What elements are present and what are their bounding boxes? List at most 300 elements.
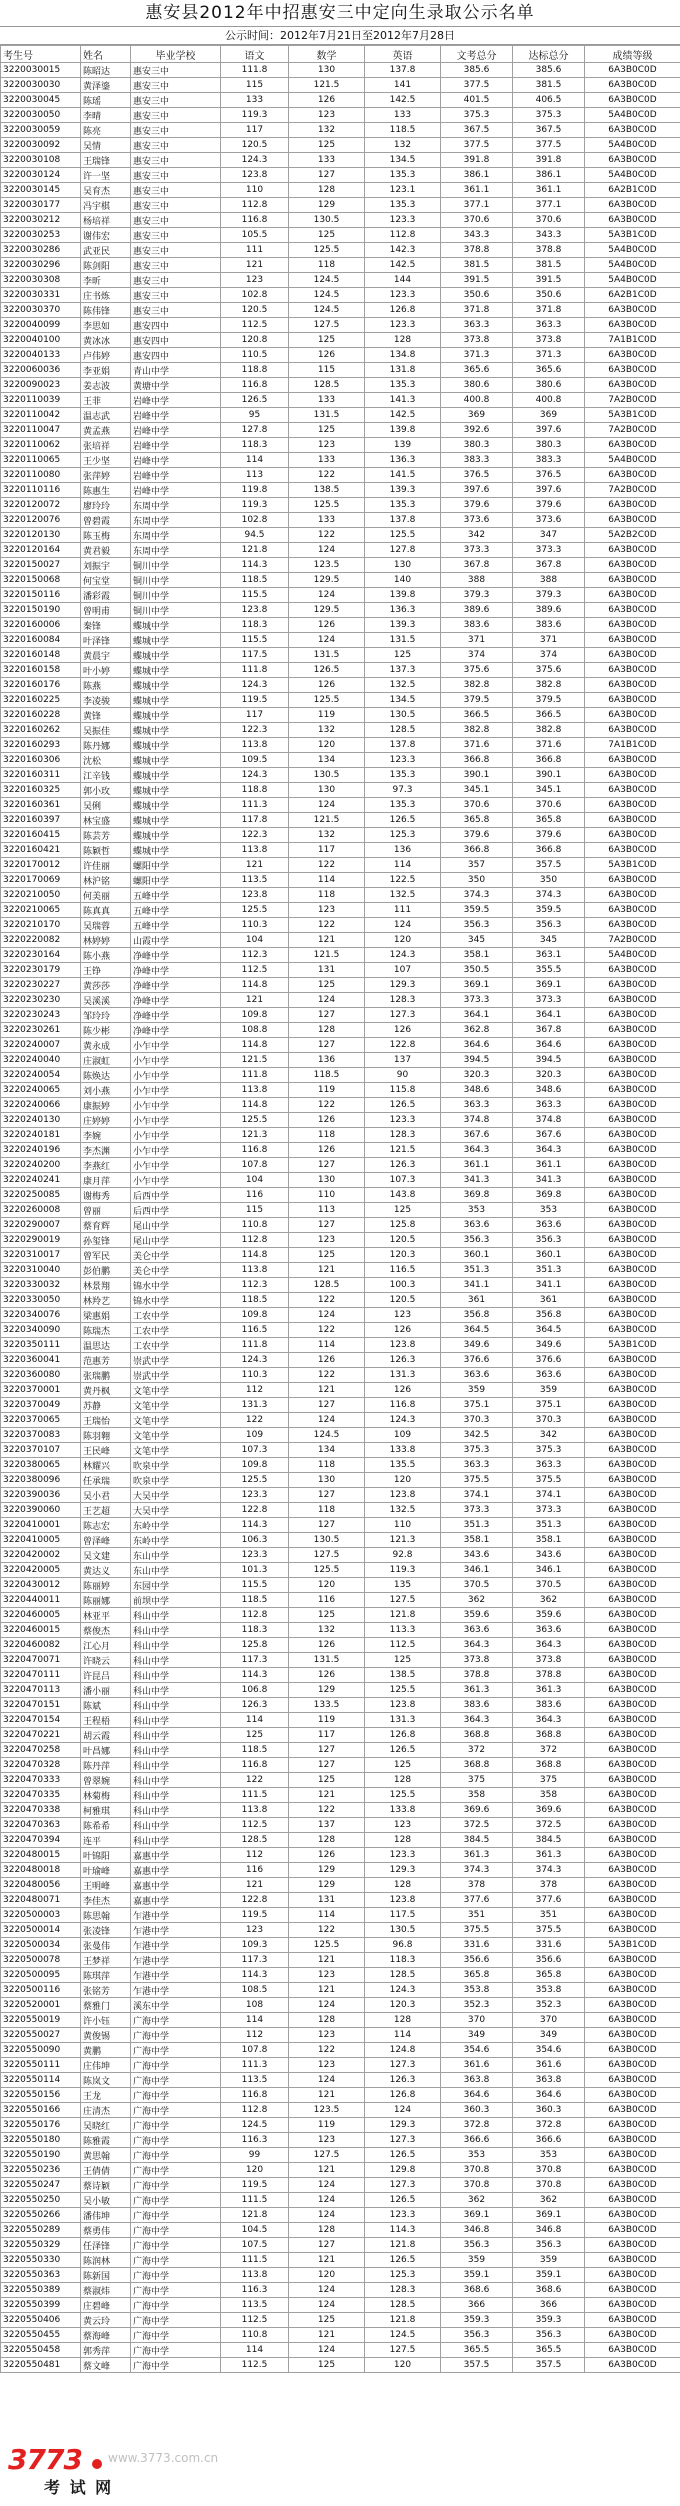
school-cell: 文笔中学 [131, 1428, 221, 1443]
grade-cell: 6A3B0C0D [585, 1698, 680, 1713]
grade-cell: 6A3B0C0D [585, 1143, 680, 1158]
math-cell: 125.5 [289, 498, 365, 513]
math-cell: 132 [289, 1623, 365, 1638]
math-cell: 138.5 [289, 483, 365, 498]
qualified-total-cell: 364.5 [513, 1323, 585, 1338]
english-cell: 116.8 [365, 1398, 441, 1413]
math-cell: 121 [289, 2328, 365, 2343]
chinese-cell: 118.5 [221, 573, 289, 588]
name-cell: 陈新国 [81, 2268, 131, 2283]
school-cell: 惠安三中 [131, 78, 221, 93]
total-cell: 369.1 [441, 978, 513, 993]
exam-id-cell: 3220480018 [1, 1863, 81, 1878]
exam-id-cell: 3220390060 [1, 1503, 81, 1518]
grade-cell: 6A3B0C0D [585, 1593, 680, 1608]
total-cell: 370.6 [441, 213, 513, 228]
chinese-cell: 123.8 [221, 603, 289, 618]
name-cell: 曾明甫 [81, 603, 131, 618]
name-cell: 林亚平 [81, 1608, 131, 1623]
school-cell: 科山中学 [131, 1698, 221, 1713]
chinese-cell: 116 [221, 1188, 289, 1203]
qualified-total-cell: 354.6 [513, 2043, 585, 2058]
table-row [1, 1293, 680, 1308]
name-cell: 黄莎莎 [81, 978, 131, 993]
table-row [1, 1068, 680, 1083]
table-row [1, 888, 680, 903]
english-cell: 139.8 [365, 423, 441, 438]
english-cell: 129.3 [365, 1863, 441, 1878]
math-cell: 123.5 [289, 2103, 365, 2118]
exam-id-cell: 3220500095 [1, 1968, 81, 1983]
school-cell: 广海中学 [131, 2343, 221, 2358]
total-cell: 371 [441, 633, 513, 648]
total-cell: 382.8 [441, 723, 513, 738]
school-cell: 惠安三中 [131, 138, 221, 153]
school-cell: 东岭中学 [131, 1518, 221, 1533]
name-cell: 吴文建 [81, 1548, 131, 1563]
total-cell: 391.5 [441, 273, 513, 288]
name-cell: 李杰渊 [81, 1143, 131, 1158]
name-cell: 吴育杰 [81, 183, 131, 198]
school-cell: 蝶城中学 [131, 618, 221, 633]
name-cell: 陈羽翱 [81, 1428, 131, 1443]
qualified-total-cell: 382.8 [513, 723, 585, 738]
total-cell: 370 [441, 2013, 513, 2028]
school-cell: 惠安三中 [131, 228, 221, 243]
chinese-cell: 106.3 [221, 1533, 289, 1548]
grade-cell: 6A3B0C0D [585, 1548, 680, 1563]
english-cell: 127.3 [365, 1008, 441, 1023]
name-cell: 黄泽鎏 [81, 78, 131, 93]
qualified-total-cell: 391.8 [513, 153, 585, 168]
qualified-total-cell: 372.8 [513, 2118, 585, 2133]
grade-cell: 6A2B1C0D [585, 288, 680, 303]
math-cell: 126 [289, 1638, 365, 1653]
table-row [1, 2148, 680, 2163]
name-cell: 庄清杰 [81, 2103, 131, 2118]
name-cell: 张培祥 [81, 438, 131, 453]
math-cell: 128 [289, 2013, 365, 2028]
grade-cell: 6A3B0C0D [585, 543, 680, 558]
header-row [1, 46, 680, 63]
exam-id-cell: 3220420005 [1, 1563, 81, 1578]
publicity-period: 公示时间：2012年7月21日至2012年7月28日 [0, 27, 680, 45]
table-row [1, 1098, 680, 1113]
chinese-cell: 114.8 [221, 1098, 289, 1113]
total-cell: 401.5 [441, 93, 513, 108]
total-cell: 367.5 [441, 123, 513, 138]
qualified-total-cell: 367.8 [513, 558, 585, 573]
exam-id-cell: 3220550247 [1, 2178, 81, 2193]
total-cell: 373.8 [441, 333, 513, 348]
table-row [1, 1623, 680, 1638]
total-cell: 376.6 [441, 1353, 513, 1368]
total-cell: 372 [441, 1743, 513, 1758]
exam-id-cell: 3220470221 [1, 1728, 81, 1743]
name-cell: 王梦祥 [81, 1953, 131, 1968]
chinese-cell: 112.8 [221, 2103, 289, 2118]
school-cell: 文笔中学 [131, 1383, 221, 1398]
qualified-total-cell: 378.8 [513, 1668, 585, 1683]
qualified-total-cell: 350.6 [513, 288, 585, 303]
exam-id-cell: 3220470154 [1, 1713, 81, 1728]
school-cell: 嘉惠中学 [131, 1878, 221, 1893]
exam-id-cell: 3220470363 [1, 1818, 81, 1833]
qualified-total-cell: 378.8 [513, 243, 585, 258]
name-cell: 陈雅霞 [81, 2133, 131, 2148]
name-cell: 卢伟婷 [81, 348, 131, 363]
qualified-total-cell: 406.5 [513, 93, 585, 108]
math-cell: 127 [289, 1218, 365, 1233]
qualified-total-cell: 366.5 [513, 708, 585, 723]
qualified-total-cell: 373.8 [513, 333, 585, 348]
table-row [1, 738, 680, 753]
math-cell: 115 [289, 363, 365, 378]
exam-id-cell: 3220470338 [1, 1803, 81, 1818]
qualified-total-cell: 377.1 [513, 198, 585, 213]
qualified-total-cell: 371.3 [513, 348, 585, 363]
qualified-total-cell: 375.5 [513, 1923, 585, 1938]
exam-id-cell: 3220550019 [1, 2013, 81, 2028]
math-cell: 110 [289, 1188, 365, 1203]
math-cell: 131.5 [289, 1653, 365, 1668]
total-cell: 356.6 [441, 1953, 513, 1968]
total-cell: 380.3 [441, 438, 513, 453]
total-cell: 356.3 [441, 918, 513, 933]
school-cell: 嘉惠中学 [131, 1848, 221, 1863]
name-cell: 林羚艺 [81, 1293, 131, 1308]
exam-id-cell: 3220120130 [1, 528, 81, 543]
exam-id-cell: 3220230179 [1, 963, 81, 978]
name-cell: 蔡育辉 [81, 1218, 131, 1233]
total-cell: 362 [441, 1593, 513, 1608]
school-cell: 广海中学 [131, 2283, 221, 2298]
exam-id-cell: 3220230164 [1, 948, 81, 963]
exam-id-cell: 3220110065 [1, 453, 81, 468]
math-cell: 130.5 [289, 213, 365, 228]
name-cell: 曾碧霞 [81, 513, 131, 528]
table-row [1, 693, 680, 708]
name-cell: 张曼伟 [81, 1938, 131, 1953]
table-row [1, 1398, 680, 1413]
grade-cell: 6A3B0C0D [585, 828, 680, 843]
chinese-cell: 121.8 [221, 2208, 289, 2223]
math-cell: 124 [289, 1308, 365, 1323]
table-row [1, 933, 680, 948]
chinese-cell: 109.8 [221, 1458, 289, 1473]
name-cell: 张萍婷 [81, 468, 131, 483]
name-cell: 陈焕达 [81, 1068, 131, 1083]
total-cell: 380.6 [441, 378, 513, 393]
exam-id-cell: 3220500116 [1, 1983, 81, 1998]
qualified-total-cell: 373.8 [513, 1653, 585, 1668]
english-cell: 126.3 [365, 2073, 441, 2088]
table-row [1, 978, 680, 993]
name-cell: 王瑞锋 [81, 153, 131, 168]
table-row [1, 78, 680, 93]
exam-id-cell: 3220230261 [1, 1023, 81, 1038]
table-row [1, 1668, 680, 1683]
table-row [1, 1998, 680, 2013]
math-cell: 130.5 [289, 1533, 365, 1548]
chinese-cell: 117 [221, 123, 289, 138]
english-cell: 123.8 [365, 1338, 441, 1353]
exam-id-cell: 3220470394 [1, 1833, 81, 1848]
exam-id-cell: 3220060036 [1, 363, 81, 378]
school-cell: 蝶城中学 [131, 633, 221, 648]
exam-id-cell: 3220460005 [1, 1608, 81, 1623]
table-row [1, 288, 680, 303]
name-cell: 李亚娟 [81, 363, 131, 378]
chinese-cell: 119.8 [221, 483, 289, 498]
english-cell: 126.5 [365, 1098, 441, 1113]
exam-id-cell: 3220110039 [1, 393, 81, 408]
total-cell: 366.6 [441, 2133, 513, 2148]
name-cell: 叶锦阳 [81, 1848, 131, 1863]
total-cell: 373.6 [441, 513, 513, 528]
math-cell: 121 [289, 1383, 365, 1398]
qualified-total-cell: 345.1 [513, 783, 585, 798]
total-cell: 367.6 [441, 1128, 513, 1143]
exam-id-cell: 3220110062 [1, 438, 81, 453]
table-row [1, 1188, 680, 1203]
total-cell: 360.3 [441, 2103, 513, 2118]
english-cell: 123.3 [365, 753, 441, 768]
exam-id-cell: 3220160306 [1, 753, 81, 768]
total-cell: 374 [441, 648, 513, 663]
total-cell: 378.8 [441, 1668, 513, 1683]
grade-cell: 6A3B0C0D [585, 1953, 680, 1968]
table-row [1, 2328, 680, 2343]
grade-cell: 6A3B0C0D [585, 753, 680, 768]
qualified-total-cell: 374 [513, 648, 585, 663]
chinese-cell: 123.8 [221, 168, 289, 183]
exam-id-cell: 3220550389 [1, 2283, 81, 2298]
table-row [1, 168, 680, 183]
exam-id-cell: 3220500034 [1, 1938, 81, 1953]
exam-id-cell: 3220160148 [1, 648, 81, 663]
math-cell: 124.5 [289, 1428, 365, 1443]
chinese-cell: 123 [221, 273, 289, 288]
grade-cell: 5A3B1C0D [585, 408, 680, 423]
total-cell: 343.3 [441, 228, 513, 243]
math-cell: 134 [289, 753, 365, 768]
math-cell: 129 [289, 1683, 365, 1698]
chinese-cell: 112.5 [221, 318, 289, 333]
name-cell: 郭秀萍 [81, 2343, 131, 2358]
chinese-cell: 124.3 [221, 153, 289, 168]
exam-id-cell: 3220350111 [1, 1338, 81, 1353]
math-cell: 128.5 [289, 1278, 365, 1293]
total-cell: 377.6 [441, 1893, 513, 1908]
math-cell: 134 [289, 1443, 365, 1458]
school-cell: 山霞中学 [131, 933, 221, 948]
math-cell: 125 [289, 1608, 365, 1623]
chinese-cell: 123.8 [221, 888, 289, 903]
english-cell: 126.3 [365, 1158, 441, 1173]
english-cell: 128.5 [365, 2298, 441, 2313]
chinese-cell: 107.3 [221, 1443, 289, 1458]
school-cell: 小乍中学 [131, 1083, 221, 1098]
exam-id-cell: 3220470335 [1, 1788, 81, 1803]
school-cell: 崇武中学 [131, 1353, 221, 1368]
chinese-cell: 95 [221, 408, 289, 423]
table-body [1, 63, 680, 2373]
total-cell: 374.1 [441, 1488, 513, 1503]
table-row [1, 243, 680, 258]
name-cell: 黄云玲 [81, 2313, 131, 2328]
chinese-cell: 125.5 [221, 1473, 289, 1488]
qualified-total-cell: 369.8 [513, 1188, 585, 1203]
name-cell: 陈玉梅 [81, 528, 131, 543]
name-cell: 叶昌娜 [81, 1743, 131, 1758]
name-cell: 吴小敏 [81, 2193, 131, 2208]
table-row [1, 1833, 680, 1848]
grade-cell: 6A3B0C0D [585, 2088, 680, 2103]
grade-cell: 7A1B1C0D [585, 333, 680, 348]
qualified-total-cell: 384.5 [513, 1833, 585, 1848]
total-cell: 341.3 [441, 1173, 513, 1188]
name-cell: 康振婷 [81, 1098, 131, 1113]
exam-id-cell: 3220170069 [1, 873, 81, 888]
table-row [1, 1443, 680, 1458]
total-cell: 370.6 [441, 798, 513, 813]
school-cell: 惠安三中 [131, 198, 221, 213]
total-cell: 379.3 [441, 588, 513, 603]
english-cell: 136.3 [365, 453, 441, 468]
school-cell: 惠安四中 [131, 318, 221, 333]
exam-id-cell: 3220110116 [1, 483, 81, 498]
grade-cell: 7A2B0C0D [585, 393, 680, 408]
qualified-total-cell: 383.3 [513, 453, 585, 468]
school-cell: 尾山中学 [131, 1233, 221, 1248]
math-cell: 127 [289, 1518, 365, 1533]
total-cell: 363.3 [441, 318, 513, 333]
chinese-cell: 114 [221, 1713, 289, 1728]
grade-cell: 6A3B0C0D [585, 2313, 680, 2328]
total-cell: 381.5 [441, 258, 513, 273]
math-cell: 124 [289, 993, 365, 1008]
math-cell: 116 [289, 1593, 365, 1608]
grade-cell: 6A3B0C0D [585, 1188, 680, 1203]
school-cell: 蝶城中学 [131, 783, 221, 798]
math-cell: 121 [289, 2253, 365, 2268]
english-cell: 133.8 [365, 1443, 441, 1458]
school-cell: 乍港中学 [131, 1938, 221, 1953]
grade-cell: 6A3B0C0D [585, 1833, 680, 1848]
chinese-cell: 112.5 [221, 963, 289, 978]
name-cell: 陈昭达 [81, 63, 131, 78]
qualified-total-cell: 375.1 [513, 1398, 585, 1413]
total-cell: 388 [441, 573, 513, 588]
grade-cell: 6A3B0C0D [585, 633, 680, 648]
math-cell: 122 [289, 1098, 365, 1113]
math-cell: 119 [289, 708, 365, 723]
name-cell: 沈松 [81, 753, 131, 768]
qualified-total-cell: 391.5 [513, 273, 585, 288]
qualified-total-cell: 367.6 [513, 1128, 585, 1143]
school-cell: 铜川中学 [131, 603, 221, 618]
table-row [1, 678, 680, 693]
english-cell: 116.5 [365, 1263, 441, 1278]
name-cell: 吴情 [81, 138, 131, 153]
math-cell: 130 [289, 1173, 365, 1188]
school-cell: 小乍中学 [131, 1053, 221, 1068]
qualified-total-cell: 380.6 [513, 378, 585, 393]
table-row [1, 2253, 680, 2268]
table-row [1, 1698, 680, 1713]
exam-id-cell: 3220520001 [1, 1998, 81, 2013]
table-row [1, 1638, 680, 1653]
chinese-cell: 121 [221, 1878, 289, 1893]
total-cell: 356.3 [441, 1233, 513, 1248]
school-cell: 小乍中学 [131, 1038, 221, 1053]
qualified-total-cell: 349.6 [513, 1338, 585, 1353]
chinese-cell: 113.8 [221, 843, 289, 858]
english-cell: 123.8 [365, 1488, 441, 1503]
english-cell: 127.3 [365, 2178, 441, 2193]
english-cell: 124.3 [365, 1983, 441, 1998]
table-row [1, 1848, 680, 1863]
school-cell: 蝶城中学 [131, 678, 221, 693]
grade-cell: 6A3B0C0D [585, 1173, 680, 1188]
qualified-total-cell: 369.1 [513, 978, 585, 993]
name-cell: 庄淑虹 [81, 1053, 131, 1068]
school-cell: 广海中学 [131, 2358, 221, 2373]
qualified-total-cell: 350 [513, 873, 585, 888]
school-cell: 惠安三中 [131, 168, 221, 183]
school-cell: 科山中学 [131, 1833, 221, 1848]
total-cell: 361.1 [441, 1158, 513, 1173]
total-cell: 361.3 [441, 1848, 513, 1863]
table-row [1, 1338, 680, 1353]
school-cell: 广海中学 [131, 2268, 221, 2283]
english-cell: 135.3 [365, 198, 441, 213]
school-cell: 乍港中学 [131, 1908, 221, 1923]
english-cell: 129.8 [365, 2163, 441, 2178]
name-cell: 叶泽锋 [81, 633, 131, 648]
exam-id-cell: 3220030050 [1, 108, 81, 123]
chinese-cell: 115 [221, 1203, 289, 1218]
column-header-total: 文考总分 [441, 46, 513, 63]
english-cell: 124 [365, 2103, 441, 2118]
english-cell: 134.5 [365, 153, 441, 168]
math-cell: 122 [289, 1923, 365, 1938]
school-cell: 文笔中学 [131, 1398, 221, 1413]
total-cell: 363.6 [441, 1623, 513, 1638]
math-cell: 121 [289, 2163, 365, 2178]
total-cell: 345.1 [441, 783, 513, 798]
chinese-cell: 124.3 [221, 678, 289, 693]
table-row [1, 1203, 680, 1218]
exam-id-cell: 3220160158 [1, 663, 81, 678]
table-row [1, 1548, 680, 1563]
qualified-total-cell: 346.8 [513, 2223, 585, 2238]
qualified-total-cell: 358.1 [513, 1533, 585, 1548]
exam-id-cell: 3220160293 [1, 738, 81, 753]
qualified-total-cell: 365.5 [513, 2343, 585, 2358]
grade-cell: 6A3B0C0D [585, 123, 680, 138]
english-cell: 135.5 [365, 1458, 441, 1473]
total-cell: 366.5 [441, 708, 513, 723]
watermark-dot-icon [92, 2459, 102, 2469]
english-cell: 121.8 [365, 1608, 441, 1623]
name-cell: 黄俊锡 [81, 2028, 131, 2043]
total-cell: 353 [441, 1203, 513, 1218]
name-cell: 庄婷婷 [81, 1113, 131, 1128]
math-cell: 133.5 [289, 1698, 365, 1713]
grade-cell: 5A4B0C0D [585, 168, 680, 183]
